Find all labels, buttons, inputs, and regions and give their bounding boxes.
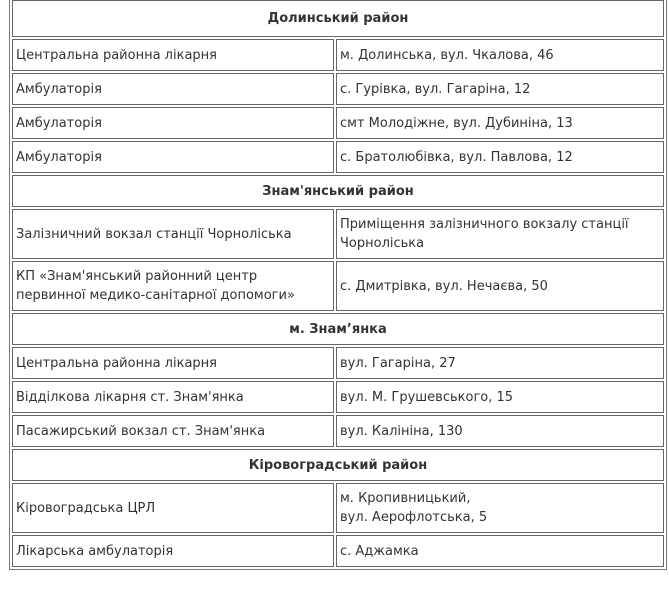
facility-address-cell: с. Братолюбівка, вул. Павлова, 12 bbox=[336, 141, 664, 173]
table-row bbox=[12, 39, 664, 71]
facility-name-cell: Амбулаторія bbox=[12, 107, 334, 139]
table-row bbox=[12, 209, 664, 259]
facility-name-cell: Кіровоградська ЦРЛ bbox=[12, 483, 334, 533]
facility-address-cell: вул. Гагаріна, 27 bbox=[336, 347, 664, 379]
facility-name-cell: КП «Знам'янський районний центр первинної медико-санітарної допомоги» bbox=[12, 261, 334, 311]
section-header-row bbox=[12, 0, 664, 37]
facility-name-cell: Центральна районна лікарня bbox=[12, 39, 334, 71]
table-row bbox=[12, 381, 664, 413]
section-header-row bbox=[12, 449, 664, 481]
facility-address-cell: смт Молодіжне, вул. Дубиніна, 13 bbox=[336, 107, 664, 139]
facility-name-cell: Амбулаторія bbox=[12, 141, 334, 173]
table-row bbox=[12, 535, 664, 567]
table-row bbox=[12, 347, 664, 379]
facility-name-cell: Лікарська амбулаторія bbox=[12, 535, 334, 567]
facility-name-cell: Пасажирський вокзал ст. Знам'янка bbox=[12, 415, 334, 447]
section-title: м. Знам’янка bbox=[12, 313, 664, 345]
section-header-row bbox=[12, 313, 664, 345]
table-row bbox=[12, 73, 664, 105]
facility-address-cell: м. Кропивницький, вул. Аерофлотська, 5 bbox=[336, 483, 664, 533]
section-title: Знам'янський район bbox=[12, 175, 664, 207]
facility-address-cell: м. Долинська, вул. Чкалова, 46 bbox=[336, 39, 664, 71]
facility-name-cell: Відділкова лікарня ст. Знам'янка bbox=[12, 381, 334, 413]
facility-address-cell: с. Аджамка bbox=[336, 535, 664, 567]
facility-address-cell: Приміщення залізничного вокзалу станції Чорноліська bbox=[336, 209, 664, 259]
section-title: Долинський район bbox=[12, 0, 664, 37]
section-header-row bbox=[12, 175, 664, 207]
medical-facilities-table bbox=[9, 0, 667, 570]
facility-address-cell: с. Дмитрівка, вул. Нечаєва, 50 bbox=[336, 261, 664, 311]
facility-address-cell: с. Гурівка, вул. Гагаріна, 12 bbox=[336, 73, 664, 105]
table-row bbox=[12, 261, 664, 311]
table-row bbox=[12, 415, 664, 447]
facility-address-cell: вул. Калініна, 130 bbox=[336, 415, 664, 447]
table-row bbox=[12, 483, 664, 533]
facility-address-cell: вул. М. Грушевського, 15 bbox=[336, 381, 664, 413]
section-title: Кіровоградський район bbox=[12, 449, 664, 481]
table-row bbox=[12, 141, 664, 173]
table-row bbox=[12, 107, 664, 139]
facility-name-cell: Залізничний вокзал станції Чорноліська bbox=[12, 209, 334, 259]
facility-name-cell: Центральна районна лікарня bbox=[12, 347, 334, 379]
facility-name-cell: Амбулаторія bbox=[12, 73, 334, 105]
